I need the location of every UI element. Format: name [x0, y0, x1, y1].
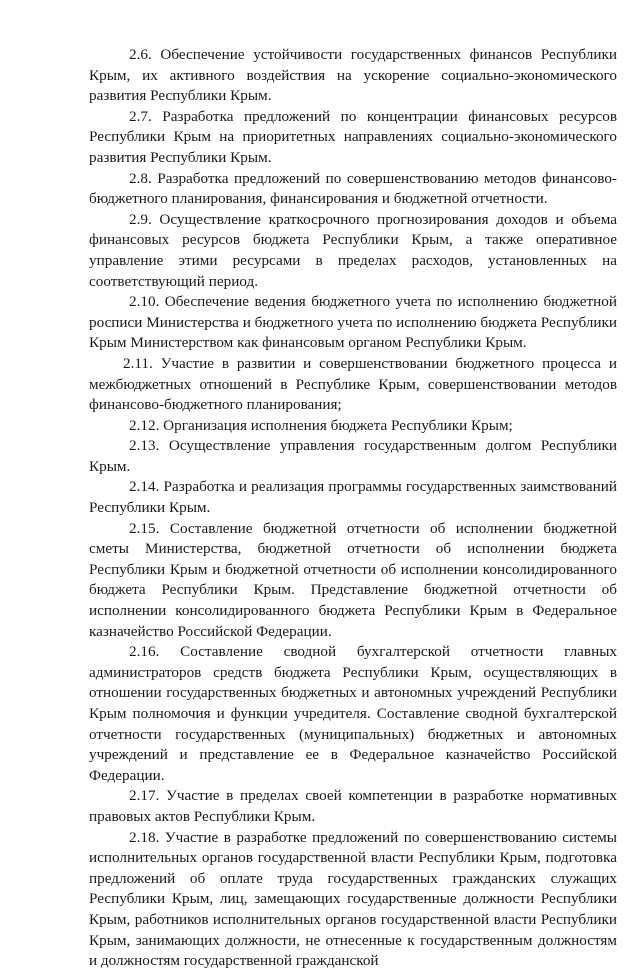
paragraph-2-7: 2.7. Разработка предложений по концентрации финансовых ресурсов Республики Крым на приоритетных направлениях социально-экономического развития Республики Крым. [89, 107, 617, 166]
paragraph-2-10: 2.10. Обеспечение ведения бюджетного учета по исполнению бюджетной росписи Министерства и бюджетного учета по исполнению бюджета Республики Крым Министерством как финансовым органом Республики Крым. [89, 293, 618, 352]
paragraph-2-6: 2.6. Обеспечение устойчивости государственных финансов Республики Крым, их активного воздействия на ускорение социально-экономического развития Республики Крым. [89, 46, 617, 105]
paragraph-2-11: 2.11. Участие в развитии и совершенствовании бюджетного процесса и межбюджетных отношений в Республике Крым, совершенствовании методов финансово-бюджетного планирования; [89, 354, 617, 414]
document-body [89, 45, 617, 972]
paragraph-2-14: 2.14. Разработка и реализация программы государственных заимствований Республики Крым. [89, 478, 617, 517]
paragraph-2-16: 2.16. Составление сводной бухгалтерской отчетности главных администраторов средств бюджета Республики Крым, осуществляющих в отношении государственных бюджетных и автономных учреждений Республики Крым полномочия и функции учредителя. Составление сводной бухгалтерской отчетности государственных (муниципальных) бюджетных и автономных учреждений и представление ее в Федеральное казначейство Российской Федерации. [89, 643, 617, 784]
paragraph-2-15: 2.15. Составление бюджетной отчетности об исполнении бюджетной сметы Министерства, бюджетной отчетности об исполнении бюджета Республики Крым и бюджетной отчетности об исполнении консолидированного бюджета Республики Крым. Представление бюджетной отчетности об исполнении консолидированного бюджета Республики Крым в Федеральное казначейство Российской Федерации. [89, 519, 617, 640]
paragraph-2-12: 2.12. Организация исполнения бюджета Республики Крым; [129, 416, 513, 434]
paragraph-2-8: 2.8. Разработка предложений по совершенствованию методов финансово-бюджетного планирования, финансирования и бюджетной отчетности. [89, 169, 617, 208]
paragraph-2-9: 2.9. Осуществление краткосрочного прогнозирования доходов и объема финансовых ресурсов бюджета Республики Крым, а также оперативное управление этими ресурсами в пределах расходов, установленных на соответствующий период. [89, 210, 617, 290]
paragraph-2-17: 2.17. Участие в пределах своей компетенции в разработке нормативных правовых актов Республики Крым. [89, 787, 617, 825]
paragraph-2-18: 2.18. Участие в разработке предложений по совершенствованию системы исполнительных органов государственной власти Республики Крым, подготовка предложений об оплате труда государственных гражданских служащих Республики Крым, лиц, замещающих государственные должности Республики Крым, работников исполнительных органов государственной власти Республики Крым, занимающих должности, не отнесенные к государственным должностям и должностям государственной гражданской [89, 828, 617, 970]
paragraph-2-13: 2.13. Осуществление управления государственным долгом Республики Крым. [89, 437, 617, 475]
